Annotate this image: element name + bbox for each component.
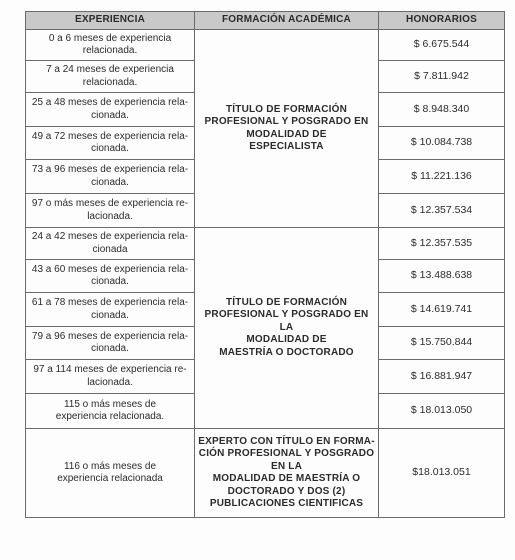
experience-text-line: 73 a 96 meses de experiencia rela- (31, 164, 189, 175)
experience-text-line: 25 a 48 meses de experiencia rela- (31, 97, 189, 108)
education-text-line: MODALIDAD DE (246, 334, 327, 346)
fee-cell: $ 13.488.638 (379, 260, 505, 293)
experience-text-line: 97 o más meses de experiencia re- (31, 198, 189, 209)
fee-cell: $ 7.811.942 (379, 61, 505, 93)
experience-cell (26, 228, 195, 260)
education-text-line: MODALIDAD DE (246, 128, 327, 140)
education-text-line: PROFESIONAL Y POSGRADO EN LA (204, 309, 369, 333)
experience-text-line: 7 a 24 meses de experiencia (46, 64, 174, 75)
experience-cell (26, 360, 195, 394)
fees-table-body (26, 30, 505, 518)
experience-cell (26, 30, 195, 61)
education-text-line: PUBLICACIONES CIENTIFICAS (209, 498, 364, 509)
education-text-line: TÍTULO DE FORMACIÓN (225, 103, 347, 115)
experience-text-line: cionada. (91, 109, 129, 121)
experience-text-line: experiencia relacionada. (55, 411, 165, 422)
experience-text-line: 116 o más meses de (63, 460, 157, 472)
experience-text-line: cionada. (91, 143, 129, 154)
education-cell (195, 30, 379, 228)
fee-cell: $ 12.357.534 (379, 194, 505, 228)
fee-cell: $ 16.881.947 (379, 360, 505, 394)
education-text-line: MAESTRÍA O DOCTORADO (219, 346, 354, 358)
education-text-line: MODALIDAD DE MAESTRÍA O (212, 473, 361, 484)
education-cell (195, 429, 379, 518)
experience-text-line: 43 a 60 meses de experiencia rela- (31, 263, 189, 275)
experience-text-line: lacionada. (87, 210, 133, 222)
experience-text-line: cionada. (91, 343, 129, 354)
table-row (26, 228, 505, 260)
experience-text-line: 0 a 6 meses de experiencia (48, 32, 172, 44)
experience-text-line: relacionada. (82, 45, 138, 56)
fee-cell: $18.013.051 (379, 429, 505, 518)
fees-table (25, 11, 505, 518)
fee-cell: $ 12.357.535 (379, 228, 505, 260)
experience-text-line: 79 a 96 meses de experiencia rela- (31, 330, 189, 342)
education-text-line: TÍTULO DE FORMACIÓN (225, 296, 347, 308)
experience-cell (26, 194, 195, 228)
fee-cell: $ 15.750.844 (379, 327, 505, 360)
experience-cell (26, 61, 195, 93)
header-experience: EXPERIENCIA (26, 12, 195, 30)
experience-cell (26, 394, 195, 429)
table-row (26, 429, 505, 518)
experience-cell (26, 160, 195, 194)
experience-cell (26, 127, 195, 160)
fee-cell: $ 10.084.738 (379, 127, 505, 160)
fee-cell: $ 6.675.544 (379, 30, 505, 61)
experience-cell (26, 327, 195, 360)
experience-text-line: cionada. (91, 176, 129, 188)
header-education: FORMACIÓN ACADÉMICA (195, 12, 379, 30)
experience-cell (26, 293, 195, 327)
experience-text-line: cionada. (91, 309, 129, 321)
fee-cell: $ 11.221.136 (379, 160, 505, 194)
education-cell (195, 228, 379, 429)
education-text-line: ESPECIALISTA (249, 141, 324, 152)
experience-text-line: 49 a 72 meses de experiencia rela- (31, 130, 189, 142)
experience-cell (26, 429, 195, 518)
experience-text-line: cionada (92, 243, 128, 255)
header-row (26, 12, 505, 30)
experience-text-line: relacionada. (82, 76, 138, 88)
education-text-line: EN LA (271, 460, 302, 472)
education-text-line: PROFESIONAL Y POSGRADO EN (204, 116, 369, 127)
experience-text-line: 115 o más meses de (63, 398, 157, 410)
experience-cell (26, 93, 195, 127)
fee-cell: $ 8.948.340 (379, 93, 505, 127)
table-row (26, 30, 505, 61)
fee-cell: $ 14.619.741 (379, 293, 505, 327)
fee-cell: $ 18.013.050 (379, 394, 505, 429)
experience-text-line: experiencia relacionada (57, 473, 163, 484)
experience-text-line: 24 a 42 meses de experiencia rela- (31, 231, 189, 242)
education-text-line: DOCTORADO Y DOS (2) (227, 485, 346, 497)
education-text-line: EXPERTO CON TÍTULO EN FORMA- (198, 435, 375, 447)
experience-text-line: 97 a 114 meses de experiencia re- (33, 364, 187, 375)
experience-text-line: cionada. (91, 276, 129, 287)
education-text-line: CIÓN PROFESIONAL Y POSGRADO (198, 448, 375, 459)
experience-text-line: 61 a 78 meses de experiencia rela- (31, 297, 189, 308)
header-fees: HONORARIOS (379, 12, 505, 30)
experience-text-line: lacionada. (87, 376, 133, 388)
experience-cell (26, 260, 195, 293)
